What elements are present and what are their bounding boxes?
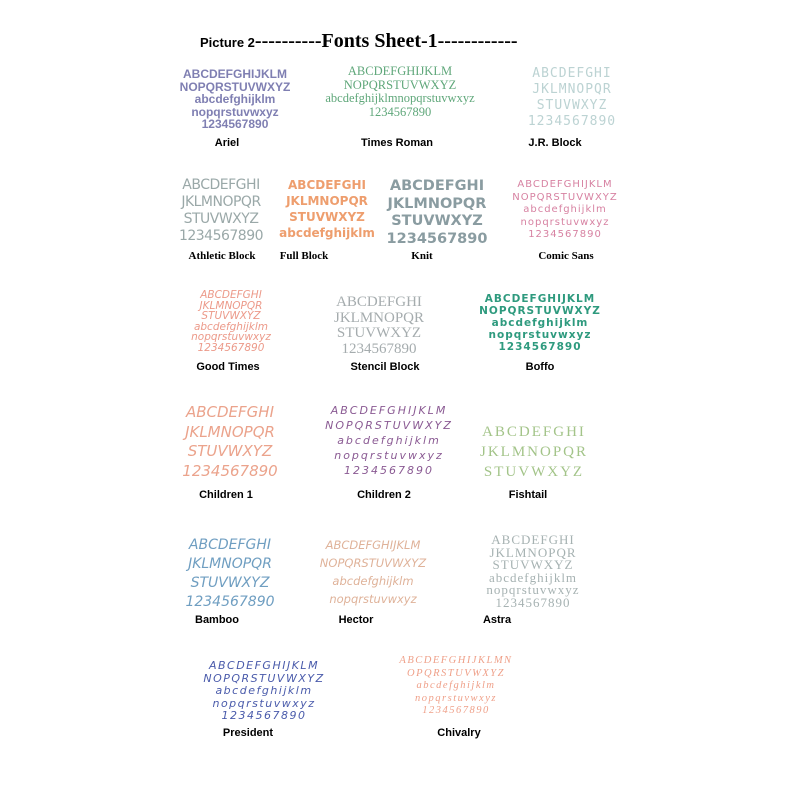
font-caption-chivalry: Chivalry <box>437 727 481 739</box>
font-sample-line: JKLMNOPQR <box>185 422 275 441</box>
font-sample-line: abcdefghijklm <box>416 680 496 691</box>
font-sample-line: ABCDEFGHIJKLM <box>330 404 448 417</box>
font-sample-line: NOPQRSTUVWXYZ <box>203 671 325 685</box>
font-caption-hector: Hector <box>338 614 374 626</box>
font-caption-president: President <box>222 727 274 739</box>
font-sample-line: ABCDEFGHI <box>389 178 485 194</box>
font-caption-fishtail: Fishtail <box>508 489 548 501</box>
font-sample-line: 1234567890 <box>201 117 269 131</box>
picture-label: Picture 2 <box>200 35 255 50</box>
font-caption-athletic-block: Athletic Block <box>188 250 256 262</box>
font-sample-line: ABCDEFGHIJKLM <box>183 68 287 81</box>
font-caption-ariel: Ariel <box>214 137 240 149</box>
font-sample-stencil-block <box>322 295 436 357</box>
font-sample-line: ABCDEFGHIJKLMN <box>399 655 513 666</box>
font-sample-bamboo <box>175 536 285 612</box>
font-sample-line: 1234567890 <box>495 594 571 609</box>
font-sample-children-2 <box>310 403 468 478</box>
sheet-header <box>200 30 620 56</box>
font-sample-line: 1234567890 <box>178 228 264 244</box>
font-sample-line: 1234567890 <box>344 464 434 477</box>
font-sample-line: 1234567890 <box>341 340 417 357</box>
font-sample-line: STUVWXYZ <box>391 213 483 229</box>
font-sample-times-roman <box>310 65 490 119</box>
font-sample-line: STUVWXYZ <box>190 575 270 591</box>
font-sample-chivalry <box>370 655 542 718</box>
font-sample-line: 1234567890 <box>368 104 432 119</box>
font-sample-line: JKLMNOPQR <box>188 556 272 572</box>
sheet-title: Fonts Sheet-1 <box>321 30 438 52</box>
font-caption-astra: Astra <box>482 614 512 626</box>
font-sample-line: abcdefghijklm <box>523 204 607 215</box>
font-sample-full-block <box>277 177 377 241</box>
font-sample-line: abcdefghijklm <box>193 320 269 333</box>
header-dashes-left: ---------- <box>254 30 322 52</box>
font-sample-line: NOPQRSTUVWXYZ <box>319 556 427 570</box>
font-sample-line: nopqrstuvwxyz <box>212 696 316 710</box>
font-sample-line: ABCDEFGHI <box>336 295 422 310</box>
font-sample-line: 1234567890 <box>528 229 602 240</box>
font-sample-line: abcdefghijklm <box>332 574 414 588</box>
font-sample-line: abcdefghijklmnopqrstuvwxyz <box>325 91 475 105</box>
font-sample-line: JKLMNOPQR <box>489 544 577 560</box>
font-sample-line: JKLMNOPQR <box>479 444 588 460</box>
font-sample-line: STUVWXYZ <box>201 310 261 322</box>
font-sample-line: JKLMNOPQR <box>286 194 368 208</box>
font-sample-line: abcdefghijklm <box>194 92 276 106</box>
font-sample-line: JKLMNOPQR <box>532 82 612 97</box>
font-sample-line: nopqrstuvwxyz <box>191 331 271 343</box>
font-caption-children-2: Children 2 <box>357 489 411 501</box>
font-sample-fishtail <box>466 422 602 482</box>
font-sample-line: NOPQRSTUVWXYZ <box>343 77 457 92</box>
font-sample-line: NOPQRSTUVWXYZ <box>479 305 601 317</box>
font-sample-line: nopqrstuvwxyz <box>486 582 580 597</box>
font-caption-full-block: Full Block <box>279 250 329 262</box>
font-sample-line: STUVWXYZ <box>492 557 574 572</box>
font-sample-line: 1234567890 <box>386 230 488 247</box>
font-sample-line: ABCDEFGHI <box>188 537 272 553</box>
font-sample-astra <box>458 534 608 609</box>
font-caption-good-times: Good Times <box>196 361 260 373</box>
font-sample-boffo <box>470 293 610 353</box>
font-sample-line: STUVWXYZ <box>536 98 608 113</box>
font-sample-line: STUVWXYZ <box>289 210 365 224</box>
font-sample-line: STUVWXYZ <box>336 325 422 341</box>
font-sample-line: nopqrstuvwxyz <box>488 329 592 341</box>
font-sample-line: NOPQRSTUVWXYZ <box>512 191 618 203</box>
font-sample-athletic-block <box>175 177 267 245</box>
font-caption-knit: Knit <box>411 250 433 262</box>
font-caption-bamboo: Bamboo <box>195 614 239 626</box>
font-sample-line: JKLMNOPQR <box>387 195 487 212</box>
font-sample-line: 1234567890 <box>422 705 490 716</box>
font-sample-line: JKLMNOPQR <box>333 309 424 326</box>
font-sample-good-times <box>178 290 284 353</box>
font-sample-knit <box>382 178 492 248</box>
font-sample-line: JKLMNOPQR <box>181 194 261 210</box>
font-sample-line: abcdefghijklm <box>215 684 313 697</box>
font-sample-line: ABCDEFGHIJKLM <box>208 660 320 672</box>
font-sample-jr-block <box>498 66 646 130</box>
font-sample-line: ABCDEFGHIJKLM <box>347 65 453 78</box>
font-sample-line: abcdefghijklm <box>488 569 578 585</box>
font-sample-line: ABCDEFGHI <box>482 424 586 440</box>
font-sample-line: 1234567890 <box>527 114 617 129</box>
font-sample-line: nopqrstuvwxyz <box>520 216 610 228</box>
font-sample-line: ABCDEFGHI <box>532 66 612 81</box>
font-caption-comic-sans: Comic Sans <box>538 250 594 262</box>
font-sample-line: STUVWXYZ <box>483 464 585 480</box>
font-sample-line: ABCDEFGHIJKLM <box>517 179 613 190</box>
font-caption-times-roman: Times Roman <box>361 137 433 149</box>
font-sample-line: ABCDEFGHI <box>491 534 575 547</box>
font-sample-line: 1234567890 <box>197 341 265 353</box>
font-sample-line: ABCDEFGHIJKLM <box>325 538 421 552</box>
font-caption-jr-block: J.R. Block <box>528 137 582 149</box>
font-sample-line: abcdefghijklm <box>279 226 375 240</box>
font-sample-line: NOPQRSTUVWXYZ <box>325 419 453 432</box>
font-sample-line: nopqrstuvwxyz <box>334 449 444 462</box>
font-sample-line: nopqrstuvwxyz <box>415 692 497 704</box>
font-sample-line: nopqrstuvwxyz <box>191 104 279 119</box>
font-sample-line: ABCDEFGHI <box>185 403 274 421</box>
font-caption-stencil-block: Stencil Block <box>350 361 420 373</box>
font-sample-line: ABCDEFGHI <box>200 290 262 301</box>
font-sample-line: ABCDEFGHI <box>288 178 366 192</box>
font-sample-line: 1234567890 <box>182 461 278 480</box>
font-sample-president <box>175 660 353 723</box>
font-caption-boffo: Boffo <box>525 361 555 373</box>
font-sample-line: 1234567890 <box>221 709 307 722</box>
font-sample-line: abcdefghijklm <box>491 317 589 329</box>
font-sample-line: 1234567890 <box>185 594 275 610</box>
font-sample-line: ABCDEFGHIJKLM <box>484 293 596 305</box>
font-sample-line: OPQRSTUVWXYZ <box>407 667 505 679</box>
font-sample-line: NOPQRSTUVWXYZ <box>179 79 291 94</box>
font-sample-comic-sans <box>497 179 633 242</box>
font-sample-line: 1234567890 <box>498 341 582 353</box>
font-sample-line: STUVWXYZ <box>183 211 259 227</box>
font-sample-line: abcdefghijklm <box>337 434 441 447</box>
font-caption-children-1: Children 1 <box>199 489 253 501</box>
font-sample-line: nopqrstuvwxyz <box>329 592 417 606</box>
font-sample-line: JKLMNOPQR <box>199 299 263 312</box>
font-sample-line: ABCDEFGHI <box>182 177 260 193</box>
font-sample-hector <box>302 536 444 608</box>
font-sample-ariel <box>175 68 295 131</box>
font-sample-children-1 <box>173 403 287 481</box>
font-sample-line: STUVWXYZ <box>187 442 273 460</box>
header-dashes-right: ------------ <box>437 30 518 52</box>
